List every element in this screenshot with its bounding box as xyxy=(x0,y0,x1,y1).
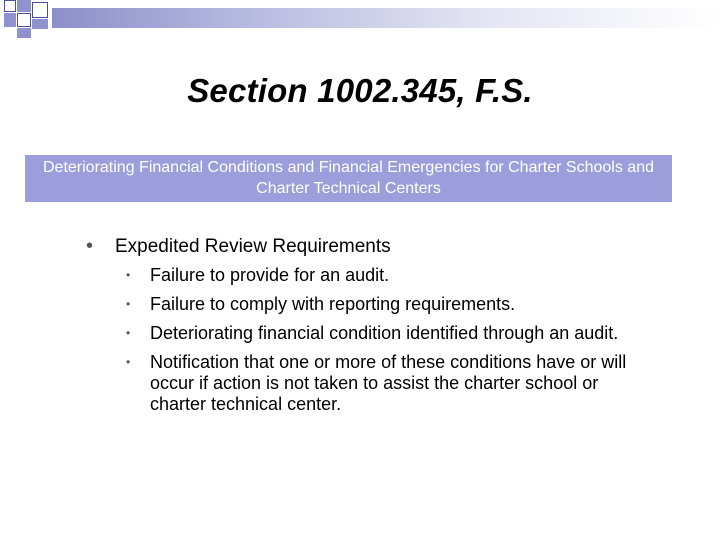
decorative-header xyxy=(0,0,720,40)
main-bullet-text: Expedited Review Requirements xyxy=(115,236,391,257)
decor-square-icon xyxy=(32,2,48,18)
header-gradient-bar xyxy=(52,8,720,28)
decor-square-icon xyxy=(4,0,16,12)
bullet-icon: • xyxy=(126,297,131,311)
decor-square-icon xyxy=(17,28,31,38)
section-banner: Deteriorating Financial Conditions and Financial Emergencies for Charter Schools and Charter Technical Centers xyxy=(25,155,672,202)
bullet-icon: • xyxy=(126,355,131,369)
sub-bullet-text: Failure to comply with reporting requirements. xyxy=(150,294,516,314)
sub-bullet-item xyxy=(126,294,640,315)
sub-bullet-text: Notification that one or more of these conditions have or will occur if action is not taken to assist the charter school or charter technical center. xyxy=(150,352,627,414)
sub-bullet-item xyxy=(126,352,630,415)
sub-bullet-item xyxy=(126,265,640,286)
bullet-icon: • xyxy=(126,268,131,282)
bullet-icon: • xyxy=(126,326,131,340)
bullet-icon: • xyxy=(86,235,94,257)
sub-bullet-text: Deteriorating financial condition identified through an audit. xyxy=(150,323,619,343)
slide-title: Section 1002.345, F.S. xyxy=(187,72,533,109)
sub-bullet-list xyxy=(126,265,640,423)
decor-square-icon xyxy=(17,13,31,27)
main-bullet-item xyxy=(86,235,391,258)
sub-bullet-item xyxy=(126,323,620,344)
decor-square-icon xyxy=(32,19,48,29)
sub-bullet-text: Failure to provide for an audit. xyxy=(150,265,390,285)
decor-square-icon xyxy=(17,0,31,12)
decor-square-icon xyxy=(4,13,16,27)
